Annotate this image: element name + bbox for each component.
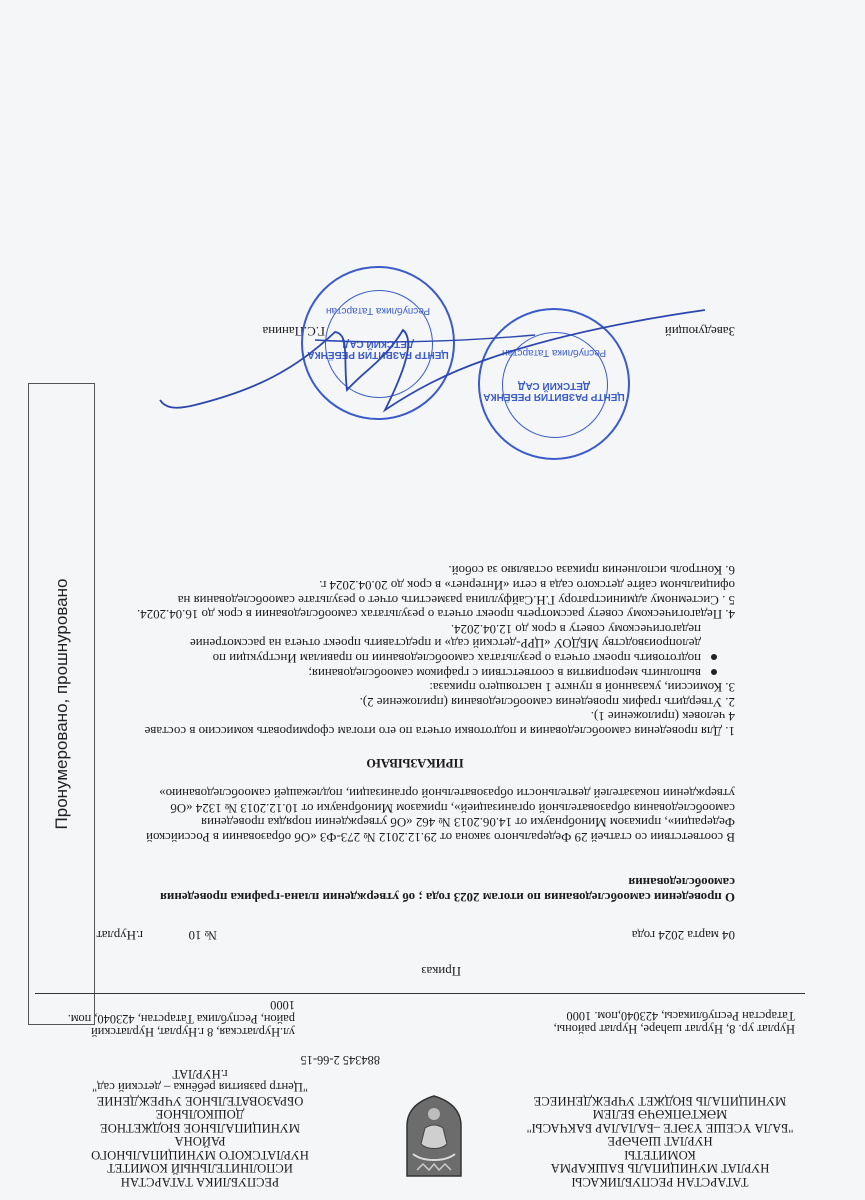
order-title — [35, 875, 735, 904]
signer-role: Заведующий — [664, 324, 735, 338]
preamble-line: самообследования образовательной организацией», приказом Минобрнауки от 10.12.2013 № 1324 «Об — [170, 800, 735, 815]
order-heading: ПРИКАЗЫВАЮ — [366, 756, 464, 770]
header-right-line: г.НУРЛАТ — [172, 1067, 228, 1081]
order-item-line: 3. Комиссии, указанной в пункте 1 настоящего приказа: — [429, 680, 735, 695]
bullet-text: выполнить мероприятия в соответствии с графиком самообследования; — [308, 665, 701, 680]
stamp-bottom-text: Республика Татарстан — [501, 347, 607, 358]
bullet-icon — [711, 654, 717, 660]
address-left-line: Татарстан Республикасы, 423040,пом. 1000 — [566, 1008, 795, 1023]
bullet-icon — [711, 669, 717, 675]
coat-of-arms-emblem — [403, 1094, 465, 1180]
address-right-line: ул.Нурлатская, 8 г.Нурлат, Нурлатский — [91, 1025, 295, 1039]
preamble-line: утверждении показателей деятельности образовательной организации, подлежащей самообследованию» — [159, 786, 735, 801]
stamp-center-text: ЦЕНТР РАЗВИТИЯ РЕБЁНКА ДЕТСКИЙ САД — [307, 338, 449, 360]
order-items — [35, 563, 735, 738]
address-right-line: 1000 — [270, 998, 295, 1013]
order-date: 04 марта 2024 года — [631, 928, 735, 942]
handwritten-signature — [155, 280, 715, 430]
header-right-line: РЕСПУБЛИКА ТАТАРСТАН — [120, 1175, 280, 1189]
preamble-line: Федерации», приказом Минобрнауки от 14.06.2013 № 462 «Об утверждении порядка проведения — [201, 815, 735, 830]
order-place: г.Нурлат — [96, 928, 143, 942]
header-right-line: ИСПОЛНИТЕЛЬНЫЙ КОМИТЕТ — [107, 1161, 293, 1176]
bullet-continued-line: делопроизводству МБДОУ «ЦРР-детский сад» и представить проект отчета на рассмотрение — [190, 636, 701, 651]
bullet-line — [35, 665, 735, 680]
order-number: № 10 — [188, 928, 217, 942]
header-left-line: МӘКТӘПКӘЧӘ БЕЛЕМ — [592, 1107, 728, 1122]
address-left — [475, 1008, 795, 1035]
header-right-block — [55, 1067, 345, 1189]
preamble — [35, 786, 735, 844]
address-left-line: Нурлат ур. 8, Нурлат шәһәре, Нурлат районы, — [553, 1022, 795, 1036]
header-left-line: МУНИЦИПАЛЬ БЮДЖЕТ УЧРЕЖДЕНИЕСЕ — [533, 1094, 787, 1108]
stamp-bottom-text: Республика Татарстан — [325, 305, 431, 316]
order-item-line: официальном сайте детского сада в сети «Интернет» в срок до 20.04.2024 г. — [319, 578, 735, 593]
header-right-line: РАЙОНА — [174, 1134, 226, 1149]
header-left-line: НУРЛАТ ШӘҺӘРЕ — [607, 1134, 713, 1149]
header-divider — [35, 993, 805, 994]
binding-note-label: Пронумеровано, прошнуровано — [51, 578, 71, 830]
header-left-line: НУРЛАТ МУНИЦИПАЛЬ БАШКАРМА — [550, 1161, 770, 1176]
signer-name: Г.С.Панина — [262, 324, 325, 338]
order-item-line: 1. Для проведения самообследования и подготовки отчета по его итогам сформировать комиссию в составе — [144, 724, 735, 738]
order-title-line: О проведении самообследования по итогам 2023 года ; об утверждении плана-графика проведения — [160, 890, 735, 904]
order-item-line: 4. Педагогическому совету рассмотреть проект отчета о результатах самообследовании в срок до 16.04.2024. — [137, 607, 735, 622]
header-right-line: НУРЛАТСКОГО МУНИЦИПАЛЬНОГО — [91, 1148, 309, 1162]
header-left-line: ТАТАРСТАН РЕСПУБЛИКАСЫ — [571, 1175, 749, 1189]
header-left-line: КОМИТЕТЫ — [624, 1148, 696, 1162]
bullet-line — [35, 650, 735, 665]
bullet-text: подготовить проект отчета о результатах самообследовании по правилам Инструкции по — [212, 651, 701, 666]
address-right-line: район, Республика Татарстан, 423040, пом. — [67, 1011, 295, 1026]
phone-number: 884345 2-66-15 — [300, 1053, 380, 1067]
order-title-line: самообследования — [628, 875, 735, 890]
preamble-line: В соответствии со статьей 29 Федерального закона от 29.12.2012 № 273-ФЗ «Об образовании в Российской — [146, 830, 735, 844]
order-item-line: 4 человек (приложение 1). — [590, 709, 735, 724]
stamp-center-text: ЦЕНТР РАЗВИТИЯ РЕБЁНКА ДЕТСКИЙ САД — [483, 380, 625, 402]
header-right-line: МУНИЦИПАЛЬНОЕ БЮДЖЕТНОЕ — [100, 1121, 300, 1135]
order-item-line: 5 . Системному администратору Г.Н.Сайфуллина разместить отчет о результате самообследования на — [177, 592, 735, 607]
order-item-line: 2. Утвердить график проведения самообследования (приложение 2). — [359, 694, 735, 709]
bullet-continued-line: педагогическому совету в срок до 12.04.2024. — [450, 621, 701, 636]
doc-type: Приказ — [421, 964, 461, 978]
header-left-block — [525, 1094, 795, 1189]
header-right-line: ОБРАЗОВАТЕЛЬНОЕ УЧРЕЖДЕНИЕ — [96, 1094, 304, 1108]
address-right — [35, 998, 295, 1038]
header-right-line: "Центр развития ребёнка – детский сад" — [92, 1080, 309, 1095]
header-left-line: "БАЛА ҮСЕШЕ ҮЗӘГЕ –БАЛАЛАР БАКЧАСЫ" — [526, 1121, 794, 1135]
header-right-line: ДОШКОЛЬНОЕ — [155, 1107, 245, 1122]
order-item-line: 6. Контроль исполнения приказа оставляю за собой. — [448, 563, 735, 578]
